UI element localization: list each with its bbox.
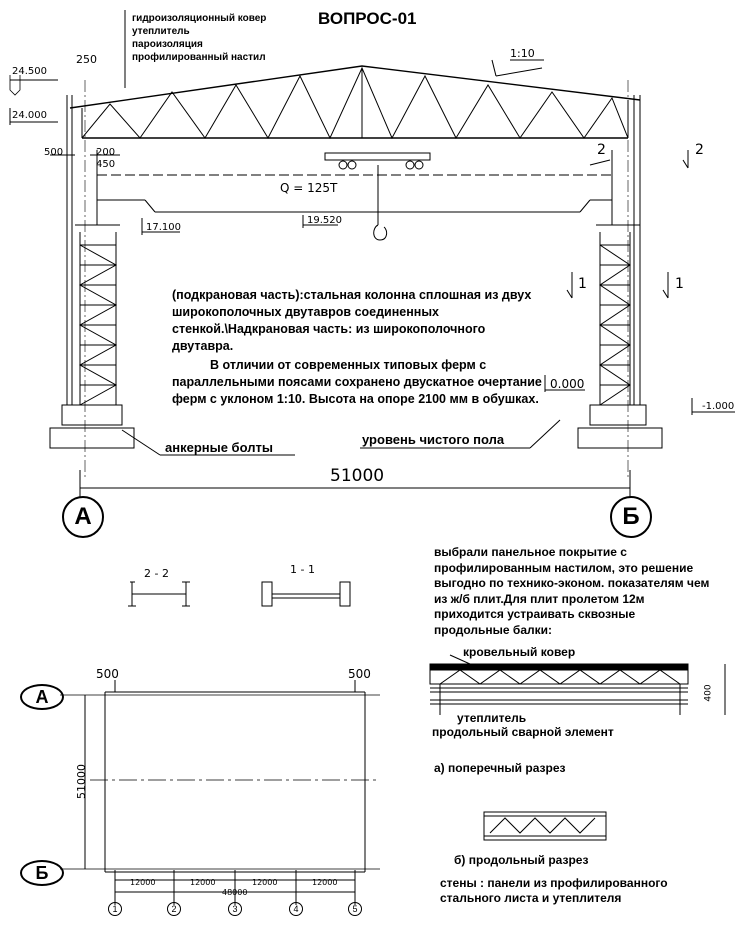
crane-capacity: Q = 125T: [280, 181, 338, 195]
axis-a-marker: А: [62, 496, 104, 538]
plan: [60, 680, 380, 905]
plan-width: 51000: [75, 764, 88, 799]
col-axis-3: 3: [228, 902, 242, 916]
dim-500: 500: [44, 147, 64, 158]
dim-450: 450: [96, 159, 116, 170]
section-mark: 2: [597, 142, 606, 158]
col-axis-4: 4: [289, 902, 303, 916]
beam-label: продольный сварной элемент: [432, 725, 614, 739]
plan-dim-500: 500: [96, 667, 119, 681]
plan-axis-b: Б: [20, 860, 64, 886]
section-1-1-label: 1 - 1: [290, 563, 315, 576]
roof-cover-label: кровельный ковер: [463, 645, 576, 659]
roof-truss: [70, 66, 640, 138]
floor-level-label: уровень чистого пола: [362, 432, 505, 447]
dim-200: 200: [96, 147, 116, 158]
layer-label: профилированный настил: [132, 52, 266, 63]
bay-dimension: 12000: [312, 878, 338, 887]
section-1-1: [262, 582, 350, 606]
roof-note: выбрали панельное покрытие с профилированным настилом, это решение выгодно по технико-эконом. показателям чем из ж/б плит.Для плит пролетом 12м приходится устраивать сквозные продольные балки:: [434, 545, 710, 637]
section-mark: 2: [695, 142, 704, 158]
layer-label: утеплитель: [132, 26, 190, 37]
walls-note: стены : панели из профилированного стального листа и утеплителя: [440, 876, 668, 905]
section-mark: 1: [675, 276, 684, 292]
plan-total: 48000: [222, 888, 248, 897]
section-2-2: [128, 582, 190, 606]
truss-description: В отличии от современных типовых ферм с параллельными поясами сохранено двускатное очертание ферм с уклоном 1:10. Высота на опоре 2100 мм в обушках.: [172, 358, 542, 406]
insulation-label: утеплитель: [457, 711, 527, 725]
height-400: 400: [703, 684, 714, 702]
bay-dimension: 12000: [252, 878, 278, 887]
level-0000: 0.000: [550, 377, 585, 391]
col-axis-2: 2: [167, 902, 181, 916]
section-mark: 1: [578, 276, 587, 292]
page-title: ВОПРОС-01: [318, 9, 417, 28]
layer-label: гидроизоляционный ковер: [132, 13, 267, 24]
plan-dim-500: 500: [348, 667, 371, 681]
level-24500: 24.500: [12, 66, 47, 77]
layer-label: пароизоляция: [132, 39, 203, 50]
slope-label: 1:10: [510, 47, 535, 60]
dim-250: 250: [76, 53, 97, 66]
axis-b-marker: Б: [610, 496, 652, 538]
section-2-2-label: 2 - 2: [144, 567, 169, 580]
right-column: [578, 95, 662, 448]
col-axis-5: 5: [348, 902, 362, 916]
caption-a: а) поперечный разрез: [434, 761, 566, 775]
level-17100: 17.100: [146, 222, 181, 233]
col-axis-1: 1: [108, 902, 122, 916]
roof-section-a: [430, 655, 725, 715]
level-minus-1000: -1.000: [702, 401, 735, 412]
span-dimension: 51000: [330, 466, 385, 486]
caption-b: б) продольный разрез: [454, 853, 589, 867]
level-24000: 24.000: [12, 110, 47, 121]
plan-axis-a: А: [20, 684, 64, 710]
level-19520: 19.520: [307, 215, 342, 226]
column-description: (подкрановая часть):стальная колонна сплошная из двух широкополочных двутавров соединенных стенкой.\Надкрановая часть: из широкополочного двутавра.: [172, 288, 532, 353]
bay-dimension: 12000: [130, 878, 156, 887]
bay-dimension: 12000: [190, 878, 216, 887]
anchor-bolts-label: анкерные болты: [165, 440, 273, 455]
